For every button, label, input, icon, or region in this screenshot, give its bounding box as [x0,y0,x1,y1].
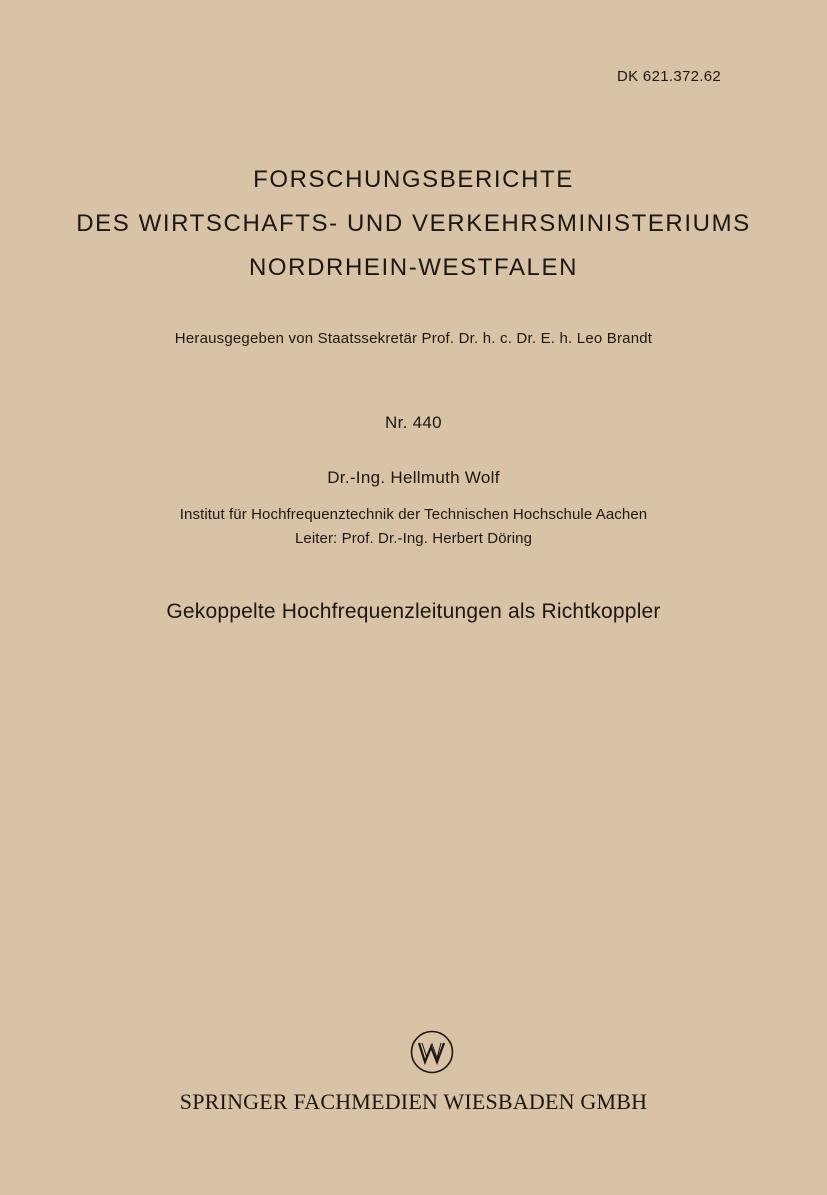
institute-leader: Leiter: Prof. Dr.-Ing. Herbert Döring [294,530,533,547]
series-title [0,158,827,290]
series-title-line-1: FORSCHUNGSBERICHTE [253,166,574,193]
report-number: Nr. 440 [385,413,442,432]
series-title-line-2: DES WIRTSCHAFTS- UND VERKEHRSMINISTERIUMS [76,210,751,237]
author-name: Dr.-Ing. Hellmuth Wolf [327,468,500,487]
publisher-name: SPRINGER FACHMEDIEN WIESBADEN GMBH [179,1089,648,1114]
report-title: Gekoppelte Hochfrequenzleitungen als Richtkoppler [166,600,661,623]
classification-code: DK 621.372.62 [617,68,721,85]
editor-line: Herausgegeben von Staatssekretär Prof. Dr. h. c. Dr. E. h. Leo Brandt [174,330,653,347]
series-title-line-3: NORDRHEIN-WESTFALEN [248,254,579,281]
springer-w-circle-icon [410,1030,454,1074]
institute-line: Institut für Hochfrequenztechnik der Technischen Hochschule Aachen [179,506,648,523]
